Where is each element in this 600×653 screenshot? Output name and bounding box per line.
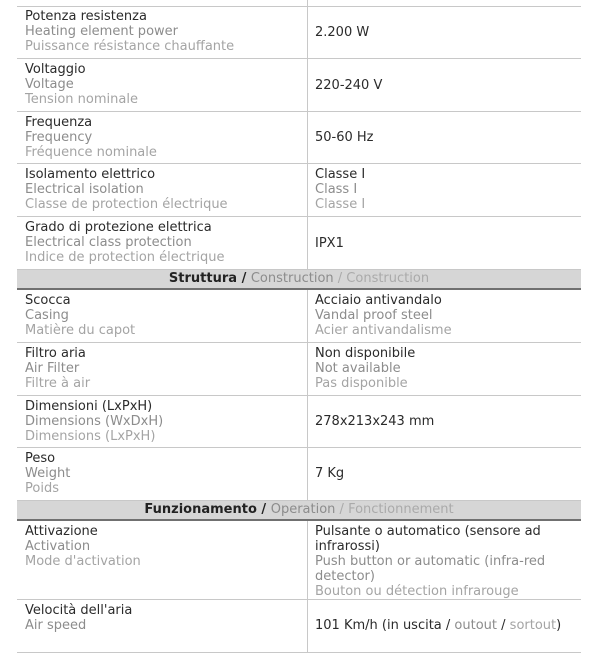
value-fr: Bouton ou détection infrarouge xyxy=(315,583,519,599)
value-text: 2.200 W xyxy=(315,25,370,40)
table-row xyxy=(17,112,581,164)
value-it: 101 Km/h (in uscita / xyxy=(315,618,455,633)
section-header-operation xyxy=(17,500,581,520)
value-en: outout xyxy=(454,618,498,633)
value-it: Pulsante o automatico (sensore ad infrarossi) xyxy=(315,523,541,554)
label-en: Heating element power xyxy=(25,24,178,39)
value-it: Classe I xyxy=(315,167,366,182)
table-row xyxy=(17,599,581,652)
label-fr: Dimensions (LxPxH) xyxy=(25,428,156,444)
section-title-it: Funzionamento xyxy=(144,501,257,517)
label-en: Dimensions (WxDxH) xyxy=(25,413,164,429)
table-row xyxy=(17,59,581,112)
table-row xyxy=(17,447,581,500)
label-en: Electrical class protection xyxy=(25,235,192,250)
label-en: Casing xyxy=(25,308,69,323)
label-it: Peso xyxy=(25,450,56,466)
table-row xyxy=(17,217,581,270)
value-text: 50-60 Hz xyxy=(315,130,374,145)
section-title-en: Construction xyxy=(250,271,334,286)
value-fr: Classe I xyxy=(315,197,366,212)
separator: / xyxy=(256,501,271,517)
value-en: Class I xyxy=(315,182,358,197)
value-text: 278x213x243 mm xyxy=(315,413,435,429)
label-fr: Matière du capot xyxy=(25,323,136,338)
label-it: Voltaggio xyxy=(25,62,86,77)
label-en: Electrical isolation xyxy=(25,182,144,197)
value-fr: sortout xyxy=(509,618,557,633)
label-en: Activation xyxy=(25,538,91,554)
value-en: Not available xyxy=(315,360,401,376)
label-fr: Classe de protection électrique xyxy=(25,197,228,212)
label-fr: Tension nominale xyxy=(25,92,138,107)
spec-sheet xyxy=(17,0,581,653)
label-it: Dimensioni (LxPxH) xyxy=(25,398,153,414)
label-it: Scocca xyxy=(25,293,71,308)
table-row xyxy=(17,520,581,600)
label-en: Frequency xyxy=(25,130,93,145)
value-text: 220-240 V xyxy=(315,77,383,93)
value-text xyxy=(315,618,561,633)
label-en: Weight xyxy=(25,465,71,481)
value-tail: ) xyxy=(556,618,562,633)
table-row xyxy=(17,289,581,342)
label-it: Attivazione xyxy=(25,523,98,539)
section-header-construction xyxy=(17,270,581,290)
separator: / xyxy=(335,501,349,517)
label-it: Grado di protezione elettrica xyxy=(25,220,212,235)
table-row xyxy=(17,395,581,447)
value-fr: Pas disponible xyxy=(315,375,408,391)
section-title-en: Operation xyxy=(270,501,336,517)
spec-table xyxy=(17,0,581,653)
label-it: Velocità dell'aria xyxy=(25,602,133,618)
section-title-it: Struttura xyxy=(168,271,238,286)
label-en: Air speed xyxy=(25,617,87,633)
separator: / xyxy=(237,271,251,286)
section-title-fr: Construction xyxy=(346,271,430,286)
label-fr: Puissance résistance chauffante xyxy=(25,39,235,54)
label-fr: Poids xyxy=(25,480,59,496)
label-fr: Mode d'activation xyxy=(25,553,141,569)
label-it: Filtro aria xyxy=(25,345,86,361)
value-text: 7 Kg xyxy=(315,466,345,481)
table-row xyxy=(17,164,581,217)
value-it: Acciaio antivandalo xyxy=(315,293,442,308)
label-it: Frequenza xyxy=(25,115,93,130)
label-fr: Filtre à air xyxy=(25,375,91,391)
label-fr: Indice de protection électrique xyxy=(25,250,225,265)
value-en: Vandal proof steel xyxy=(315,308,433,323)
value-text: IPX1 xyxy=(315,235,344,251)
value-en: Push button or automatic (infra-red detector) xyxy=(315,553,546,584)
section-title-fr: Fonctionnement xyxy=(348,501,454,517)
table-row xyxy=(17,7,581,59)
label-fr: Fréquence nominale xyxy=(25,145,157,160)
label-en: Air Filter xyxy=(25,360,80,376)
value-fr: Acier antivandalisme xyxy=(315,323,452,338)
label-it: Isolamento elettrico xyxy=(25,167,156,182)
label-it: Potenza resistenza xyxy=(25,9,147,24)
table-row xyxy=(17,342,581,395)
label-en: Voltage xyxy=(25,77,74,92)
separator: / xyxy=(497,618,510,633)
value-it: Non disponibile xyxy=(315,345,416,361)
separator: / xyxy=(333,271,347,286)
